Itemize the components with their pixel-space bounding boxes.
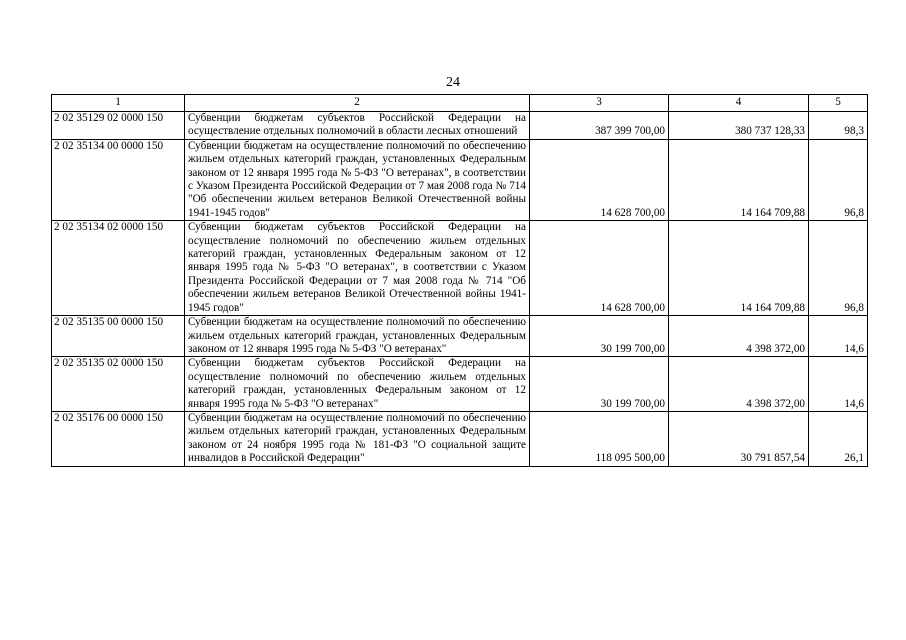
table-header-row	[52, 95, 868, 112]
executed-amount: 380 737 128,33	[669, 112, 809, 140]
column-header-5: 5	[809, 95, 868, 112]
column-header-1: 1	[52, 95, 185, 112]
execution-percent: 26,1	[809, 411, 868, 466]
planned-amount: 14 628 700,00	[530, 139, 669, 220]
execution-percent: 14,6	[809, 357, 868, 412]
column-header-2: 2	[185, 95, 530, 112]
budget-code: 2 02 35129 02 0000 150	[52, 112, 185, 140]
executed-amount: 14 164 709,88	[669, 221, 809, 316]
row-description: Субвенции бюджетам на осуществление полномочий по обеспечению жильем отдельных категорий граждан, установленных Федеральным законом от 24 ноября 1995 года № 181-ФЗ "О социальной защите инвалидов в Российской Федерации"	[185, 411, 530, 466]
table-row	[52, 221, 868, 316]
page-number: 24	[446, 75, 460, 90]
planned-amount: 118 095 500,00	[530, 411, 669, 466]
execution-percent: 96,8	[809, 221, 868, 316]
table-row	[52, 316, 868, 357]
table-row	[52, 357, 868, 412]
row-description: Субвенции бюджетам на осуществление полномочий по обеспечению жильем отдельных категорий граждан, установленных Федеральным законом от 12 января 1995 года № 5-ФЗ "О ветеранах"	[185, 316, 530, 357]
budget-code: 2 02 35134 02 0000 150	[52, 221, 185, 316]
planned-amount: 30 199 700,00	[530, 357, 669, 412]
planned-amount: 387 399 700,00	[530, 112, 669, 140]
budget-code: 2 02 35176 00 0000 150	[52, 411, 185, 466]
column-header-3: 3	[530, 95, 669, 112]
execution-percent: 14,6	[809, 316, 868, 357]
planned-amount: 14 628 700,00	[530, 221, 669, 316]
execution-percent: 98,3	[809, 112, 868, 140]
row-description: Субвенции бюджетам субъектов Российской Федерации на осуществление отдельных полномочий в области лесных отношений	[185, 112, 530, 140]
row-description: Субвенции бюджетам субъектов Российской Федерации на осуществление полномочий по обеспечению жильем отдельных категорий граждан, установленных Федеральным законом от 12 января 1995 года № 5-ФЗ "О ветеранах", в соответствии с Указом Президента Российской Федерации от 7 мая 2008 года № 714 "Об обеспечении жильем ветеранов Великой Отечественной войны 1941-1945 годов"	[185, 221, 530, 316]
executed-amount: 4 398 372,00	[669, 357, 809, 412]
budget-table	[51, 94, 868, 467]
table-row	[52, 411, 868, 466]
table-row	[52, 112, 868, 140]
row-description: Субвенции бюджетам субъектов Российской Федерации на осуществление полномочий по обеспечению жильем отдельных категорий граждан, установленных Федеральным законом от 12 января 1995 года № 5-ФЗ "О ветеранах"	[185, 357, 530, 412]
budget-code: 2 02 35134 00 0000 150	[52, 139, 185, 220]
budget-code: 2 02 35135 02 0000 150	[52, 357, 185, 412]
row-description: Субвенции бюджетам на осуществление полномочий по обеспечению жильем отдельных категорий граждан, установленных Федеральным законом от 12 января 1995 года № 5-ФЗ "О ветеранах", в соответствии с Указом Президента Российской Федерации от 7 мая 2008 года № 714 "Об обеспечении жильем ветеранов Великой Отечественной войны 1941-1945 годов"	[185, 139, 530, 220]
executed-amount: 14 164 709,88	[669, 139, 809, 220]
column-header-4: 4	[669, 95, 809, 112]
budget-code: 2 02 35135 00 0000 150	[52, 316, 185, 357]
table-row	[52, 139, 868, 220]
executed-amount: 30 791 857,54	[669, 411, 809, 466]
planned-amount: 30 199 700,00	[530, 316, 669, 357]
executed-amount: 4 398 372,00	[669, 316, 809, 357]
execution-percent: 96,8	[809, 139, 868, 220]
